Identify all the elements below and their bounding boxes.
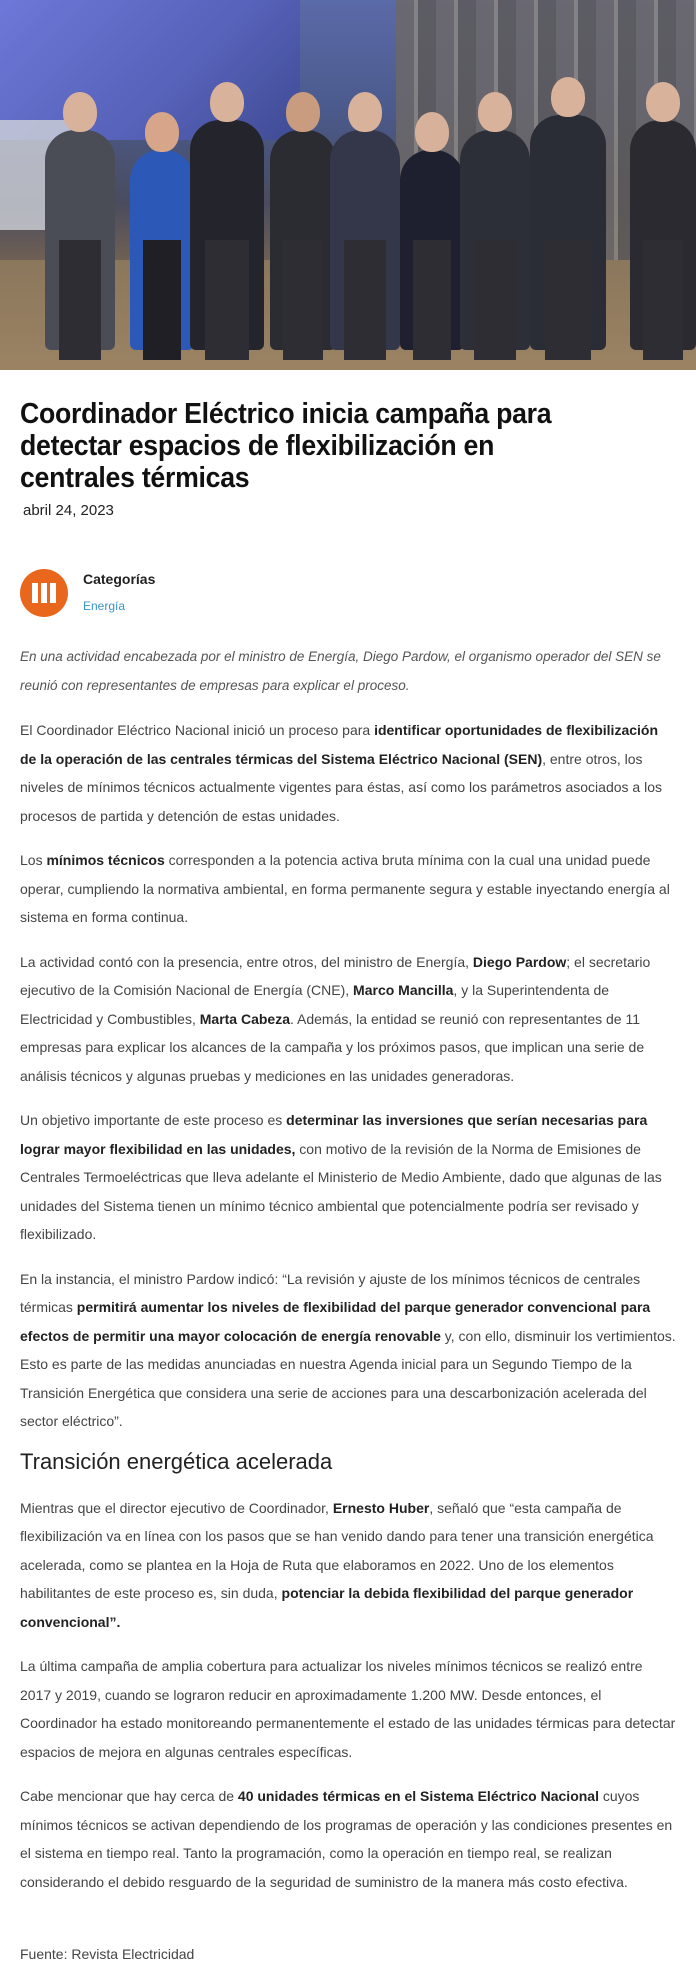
- hero-person: [630, 120, 696, 350]
- paragraph: [20, 1782, 676, 1896]
- paragraph-bold-text: determinar las inversiones que serían necesarias para lograr mayor flexibilidad en las unidades,: [20, 1112, 648, 1157]
- paragraph-text: , señaló que “esta campaña de flexibilización va en línea con los pasos que se han venido dando para tener una transición energética acelerada, como se plantea en la Hoja de Ruta que elaboramos en 2022. Uno de los elementos habilitantes de este proceso es, sin duda,: [20, 1499, 654, 1601]
- article-source: Fuente: Revista Electricidad: [20, 1946, 195, 1962]
- paragraph-text: , entre otros, los niveles de mínimos técnicos actualmente vigentes para éstas, así como los parámetros asociados a los procesos de partida y detención de estas unidades.: [20, 750, 662, 824]
- hero-person: [270, 130, 336, 350]
- paragraph-bold-text: mínimos técnicos: [46, 852, 165, 868]
- hero-photo: [0, 0, 696, 370]
- paragraph-text: Los: [20, 852, 47, 868]
- paragraph-text: Un objetivo importante de este proceso es: [20, 1112, 287, 1128]
- article-date: abril 24, 2023: [23, 502, 114, 519]
- paragraph-text: con motivo de la revisión de la Norma de Emisiones de Centrales Termoeléctricas que lleva adelante el Ministerio de Medio Ambiente, dado que algunas de las unidades del Sistema tienen un mínimo técnico ambiental que potencialmente podría ser revisado y flexibilizado.: [20, 1140, 662, 1242]
- paragraph-text: y, con ello, disminuir los vertimientos. Esto es parte de las medidas anunciadas en nuestra Agenda inicial para un Segundo Tiempo de la Transición Energética que considera una serie de acciones para una descarbonización acelerada del sector eléctrico”.: [20, 1327, 676, 1429]
- paragraph-bold-text: Marta Cabeza: [199, 1010, 291, 1027]
- paragraph-bold-text: Diego Pardow: [472, 953, 567, 970]
- category-label: Categorías: [83, 571, 156, 587]
- hero-person: [460, 130, 530, 350]
- paragraph: [20, 1494, 676, 1637]
- paragraph-text: Mientras que el director ejecutivo de Coordinador,: [20, 1499, 333, 1516]
- article-body: [20, 716, 676, 1436]
- paragraph-text: , y la Superintendenta de Electricidad y Combustibles,: [20, 982, 610, 1027]
- article-subheading: Transición energética acelerada: [20, 1448, 333, 1474]
- paragraph: [20, 1265, 676, 1436]
- article-body-continued: [20, 1494, 676, 1897]
- article-lead: En una actividad encabezada por el ministro de Energía, Diego Pardow, el organismo operador del SEN se reunió con representantes de empresas para explicar el proceso.: [20, 649, 661, 693]
- paragraph-bold-text: identificar oportunidades de flexibilización de la operación de las centrales térmicas del Sistema Eléctrico Nacional (SEN): [20, 722, 659, 767]
- article-title: Coordinador Eléctrico inicia campaña para detectar espacios de flexibilización en centrales térmicas: [20, 398, 552, 494]
- hero-person: [400, 150, 464, 350]
- category-block: [20, 569, 676, 617]
- paragraph-bold-text: Marco Mancilla: [353, 982, 454, 998]
- paragraph-text: El Coordinador Eléctrico Nacional inició un proceso para: [20, 722, 375, 738]
- paragraph-bold-text: permitirá aumentar los niveles de flexibilidad del parque generador convencional para efectos de permitir una mayor colocación de energía renovable: [20, 1299, 651, 1344]
- hero-person: [130, 150, 194, 350]
- hero-person: [330, 130, 400, 350]
- paragraph: [20, 948, 676, 1091]
- hero-person: [45, 130, 115, 350]
- paragraph: [20, 846, 676, 932]
- paragraph-text: corresponden a la potencia activa bruta mínima con la cual una unidad puede operar, cumpliendo la normativa ambiental, en forma permanente segura y estable inyectando energía al sistema en forma continua.: [20, 852, 670, 925]
- paragraph-text: En la instancia, el ministro Pardow indicó: “La revisión y ajuste de los mínimos técnicos de centrales térmicas: [20, 1270, 641, 1315]
- paragraph-text: . Además, la entidad se reunió con representantes de 11 empresas para explicar los alcances de la campaña y los próximos pasos, que implican una serie de análisis técnicos y algunas pruebas y mediciones en las unidades generadoras.: [20, 1010, 645, 1084]
- paragraph-text: La actividad contó con la presencia, entre otros, del ministro de Energía,: [20, 953, 473, 970]
- paragraph-text: cuyos mínimos técnicos se activan dependiendo de los programas de operación y las condiciones presentes en el sistema en tiempo real. Tanto la programación, como la operación en tiempo real, se realizan considerando el debido resguardo de la seguridad de suministro de la manera más costo efectiva.: [20, 1788, 673, 1890]
- paragraph: [20, 1652, 676, 1766]
- paragraph-bold-text: 40 unidades térmicas en el Sistema Eléctrico Nacional: [237, 1788, 599, 1804]
- hero-person: [190, 120, 264, 350]
- paragraph-text: La última campaña de amplia cobertura para actualizar los niveles mínimos técnicos se realizó entre 2017 y 2019, cuando se lograron reducir en aproximadamente 1.200 MW. Desde entonces, el Coordinador ha estado monitoreando permanentemente el estado de las unidades térmicas para detectar espacios de mejora en algunas centrales específicas.: [20, 1658, 676, 1760]
- paragraph-text: Cabe mencionar que hay cerca de: [20, 1788, 238, 1804]
- paragraph: [20, 1106, 676, 1249]
- paragraph-bold-text: potenciar la debida flexibilidad del parque generador convencional”.: [20, 1585, 634, 1630]
- book-icon: [20, 569, 68, 617]
- paragraph: [20, 716, 676, 830]
- hero-person: [530, 115, 606, 350]
- paragraph-bold-text: Ernesto Huber: [332, 1499, 430, 1516]
- category-link-energia[interactable]: Energía: [83, 599, 126, 613]
- paragraph-text: ; el secretario ejecutivo de la Comisión Nacional de Energía (CNE),: [20, 953, 651, 998]
- article: [0, 398, 696, 1962]
